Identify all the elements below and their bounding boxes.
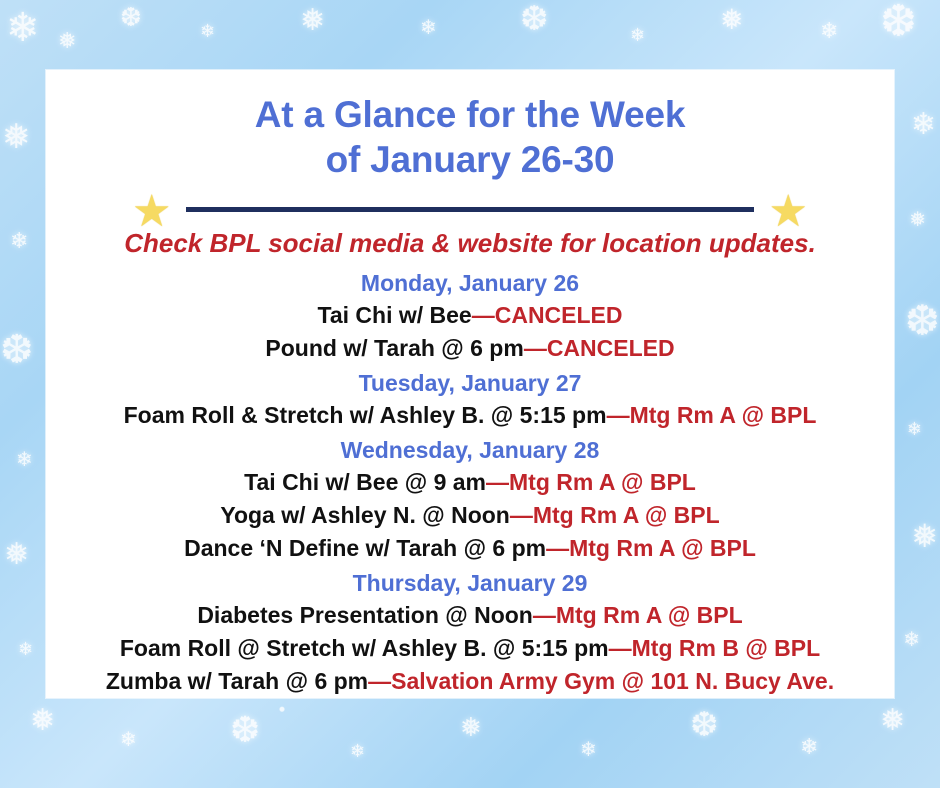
snowflake-icon: ❅ <box>460 712 482 742</box>
title-line-1: At a Glance for the Week <box>254 94 686 135</box>
list-item <box>46 532 894 565</box>
day-heading: Tuesday, January 27 <box>358 370 582 397</box>
event-location: Mtg Rm A @ BPL <box>555 602 743 629</box>
snowflake-icon: ❅ <box>911 518 938 554</box>
title-block <box>46 70 894 182</box>
snowflake-icon: ❄ <box>6 6 40 50</box>
snowflake-icon: ❅ <box>720 4 744 35</box>
event-location: Mtg Rm A @ BPL <box>532 502 720 529</box>
snowflake-icon: ❆ <box>690 706 719 744</box>
event-name: Zumba w/ Tarah @ 6 pm <box>105 668 369 695</box>
snowflake-icon: ❅ <box>300 4 326 37</box>
snowflake-icon: ❅ <box>909 209 926 231</box>
snowflake-icon: ❄ <box>18 639 34 659</box>
list-item <box>46 299 894 332</box>
event-location: CANCELED <box>546 335 675 362</box>
event-separator: — <box>546 535 570 562</box>
event-name: Tai Chi w/ Bee <box>317 302 472 329</box>
event-name: Tai Chi w/ Bee @ 9 am <box>244 469 487 496</box>
event-separator: — <box>606 402 630 429</box>
day-heading: Thursday, January 29 <box>352 570 588 597</box>
list-item <box>46 332 894 365</box>
snowflake-icon: ❆ <box>0 328 34 372</box>
event-name: Dance ‘N Define w/ Tarah @ 6 pm <box>184 535 547 562</box>
page-title <box>46 92 894 182</box>
snowflake-icon: ❄ <box>800 734 819 759</box>
snowflake-icon: ❄ <box>580 739 597 761</box>
snowflake-icon: ❄ <box>910 108 936 141</box>
day-heading: Wednesday, January 28 <box>340 437 600 464</box>
snowflake-icon: ❅ <box>4 538 30 571</box>
star-icon: ★ <box>768 187 808 237</box>
snowflake-icon: ❄ <box>120 729 137 751</box>
list-item <box>46 599 894 632</box>
event-name: Pound w/ Tarah @ 6 pm <box>265 335 524 362</box>
event-location: Mtg Rm B @ BPL <box>631 635 821 662</box>
snowflake-icon: ❅ <box>30 704 56 737</box>
event-separator: — <box>608 635 632 662</box>
event-name: Foam Roll @ Stretch w/ Ashley B. @ 5:15 pm <box>119 635 609 662</box>
event-separator: — <box>486 469 510 496</box>
event-location: CANCELED <box>494 302 623 329</box>
event-separator: — <box>368 668 392 695</box>
list-item <box>46 499 894 532</box>
event-name: Foam Roll & Stretch w/ Ashley B. @ 5:15 pm <box>123 402 607 429</box>
snowflake-icon: ❆ <box>880 0 917 46</box>
event-location: Mtg Rm A @ BPL <box>509 469 696 496</box>
snowflake-icon: ❄ <box>820 18 839 43</box>
title-divider-row <box>46 187 894 237</box>
event-location: Mtg Rm A @ BPL <box>569 535 756 562</box>
snowflake-icon: ❄ <box>350 741 366 761</box>
event-location: Salvation Army Gym @ 101 N. Bucy Ave. <box>391 668 835 695</box>
list-item <box>46 399 894 432</box>
event-name: Yoga w/ Ashley N. @ Noon <box>220 502 510 529</box>
schedule-list <box>46 265 894 698</box>
day-heading: Monday, January 26 <box>360 270 580 297</box>
event-separator: — <box>509 502 533 529</box>
snowflake-icon: ❄ <box>10 228 29 253</box>
event-location: Mtg Rm A @ BPL <box>629 402 817 429</box>
list-item <box>46 632 894 665</box>
snowflake-icon: ❆ <box>230 709 261 750</box>
snowflake-icon: ❄ <box>630 25 646 45</box>
snowflake-icon: ❅ <box>880 704 906 737</box>
event-separator: — <box>471 302 495 329</box>
snowflake-icon: ❄ <box>420 17 437 39</box>
snowflake-icon: ❄ <box>16 449 33 471</box>
flyer-card <box>46 70 894 698</box>
list-item <box>46 665 894 698</box>
event-name: Diabetes Presentation @ Noon <box>197 602 533 629</box>
snowflake-icon: ❅ <box>58 28 77 53</box>
event-separator: — <box>532 602 556 629</box>
snowflake-icon: ❄ <box>903 629 920 651</box>
snowflake-icon: ❆ <box>904 297 940 344</box>
snowflake-icon: ❆ <box>120 2 142 32</box>
subtitle: Check BPL social media & website for location updates. <box>124 228 816 259</box>
event-separator: — <box>523 335 547 362</box>
snowflake-icon: ❄ <box>906 419 922 439</box>
title-line-2: of January 26-30 <box>325 139 615 181</box>
snowflake-icon: ❅ <box>2 118 31 156</box>
snowflake-icon: ❆ <box>520 0 549 38</box>
snowflake-icon: ❄ <box>200 21 216 41</box>
star-icon: ★ <box>132 187 172 237</box>
list-item <box>46 466 894 499</box>
divider <box>186 207 754 212</box>
